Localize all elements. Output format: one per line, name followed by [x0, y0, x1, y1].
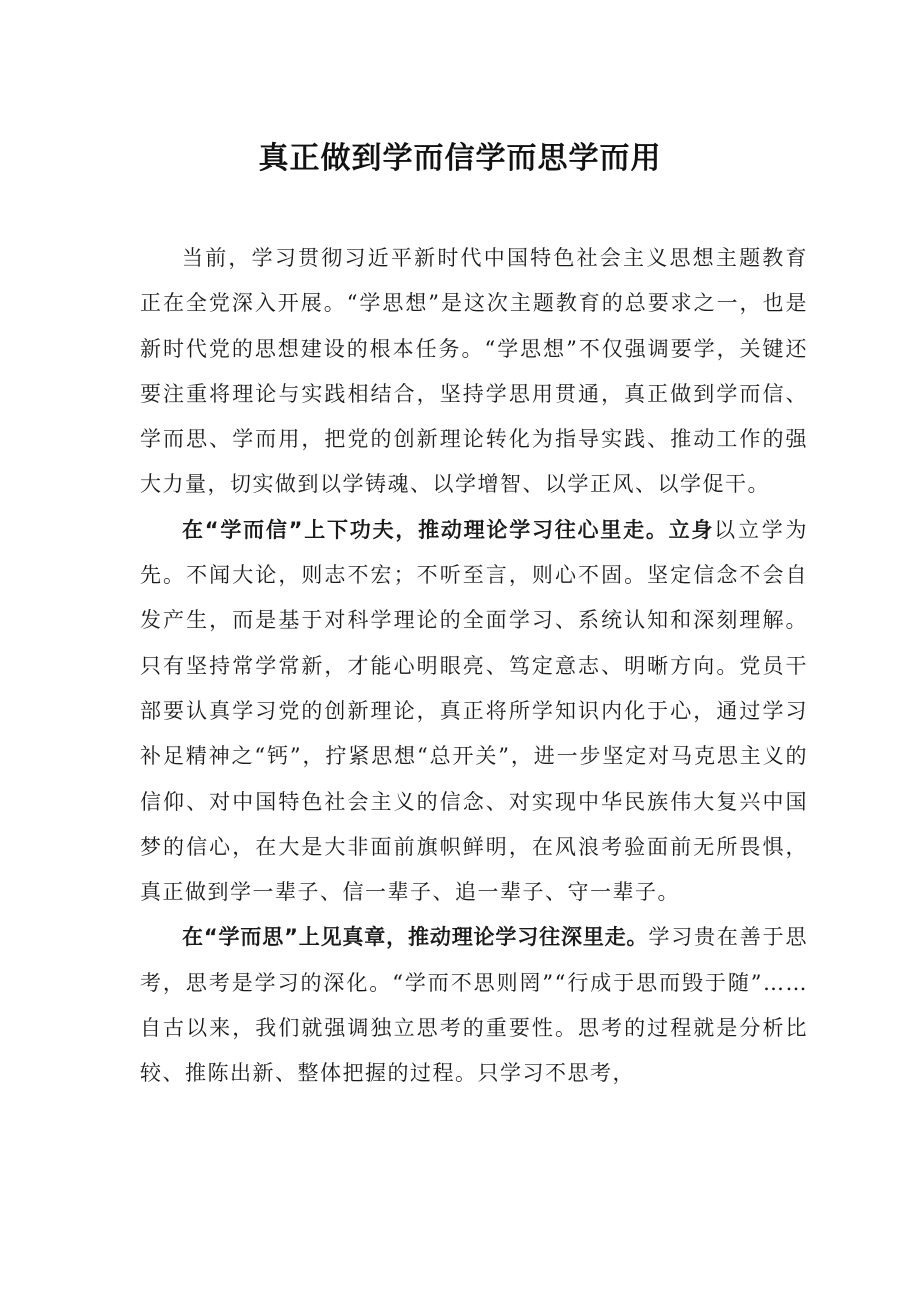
paragraph-text: 以立学为先。不闻大论，则志不宏；不听至言，则心不固。坚定信念不会自发产生，而是基于对科学理论的全面学习、系统认知和深刻理解。只有坚持常学常新，才能心明眼亮、笃定意志、明晰方向。党员干部要认真学习党的创新理论，真正将所学知识内化于心，通过学习补足精神之“钙”，拧紧思想“总开关”，进一步坚定对马克思主义的信仰、对中国特色社会主义的信念、对实现中华民族伟大复兴中国梦的信心，在大是大非面前旗帜鲜明，在风浪考验面前无所畏惧，真正做到学一辈子、信一辈子、追一辈子、守一辈子。: [140, 517, 808, 905]
paragraph-text: 学习贵在善于思考，思考是学习的深化。“学而不思则罔”“行成于思而毁于随”……自古以来，我们就强调独立思考的重要性。思考的过程就是分析比较、推陈出新、整体把握的过程。只学习不思考，: [140, 925, 808, 1086]
paragraph-xue-er-si: [140, 915, 808, 1096]
paragraph-lead: 在“学而思”上见真章，推动理论学习往深里走。: [182, 925, 649, 950]
document-title: 真正做到学而信学而思学而用: [258, 141, 662, 176]
document-body: [140, 236, 808, 1097]
paragraph-text: 当前，学习贯彻习近平新时代中国特色社会主义思想主题教育正在全党深入开展。“学思想”是这次主题教育的总要求之一，也是新时代党的思想建设的根本任务。“学思想”不仅强调要学，关键还要注重将理论与实践相结合，坚持学思用贯通，真正做到学而信、学而思、学而用，把党的创新理论转化为指导实践、推动工作的强大力量，切实做到以学铸魂、以学增智、以学正风、以学促干。: [140, 246, 808, 497]
paragraph-lead: 在“学而信”上下功夫，推动理论学习往心里走。立身: [182, 517, 715, 542]
paragraph-xue-er-xin: [140, 508, 808, 916]
paragraph-intro: [140, 236, 808, 508]
